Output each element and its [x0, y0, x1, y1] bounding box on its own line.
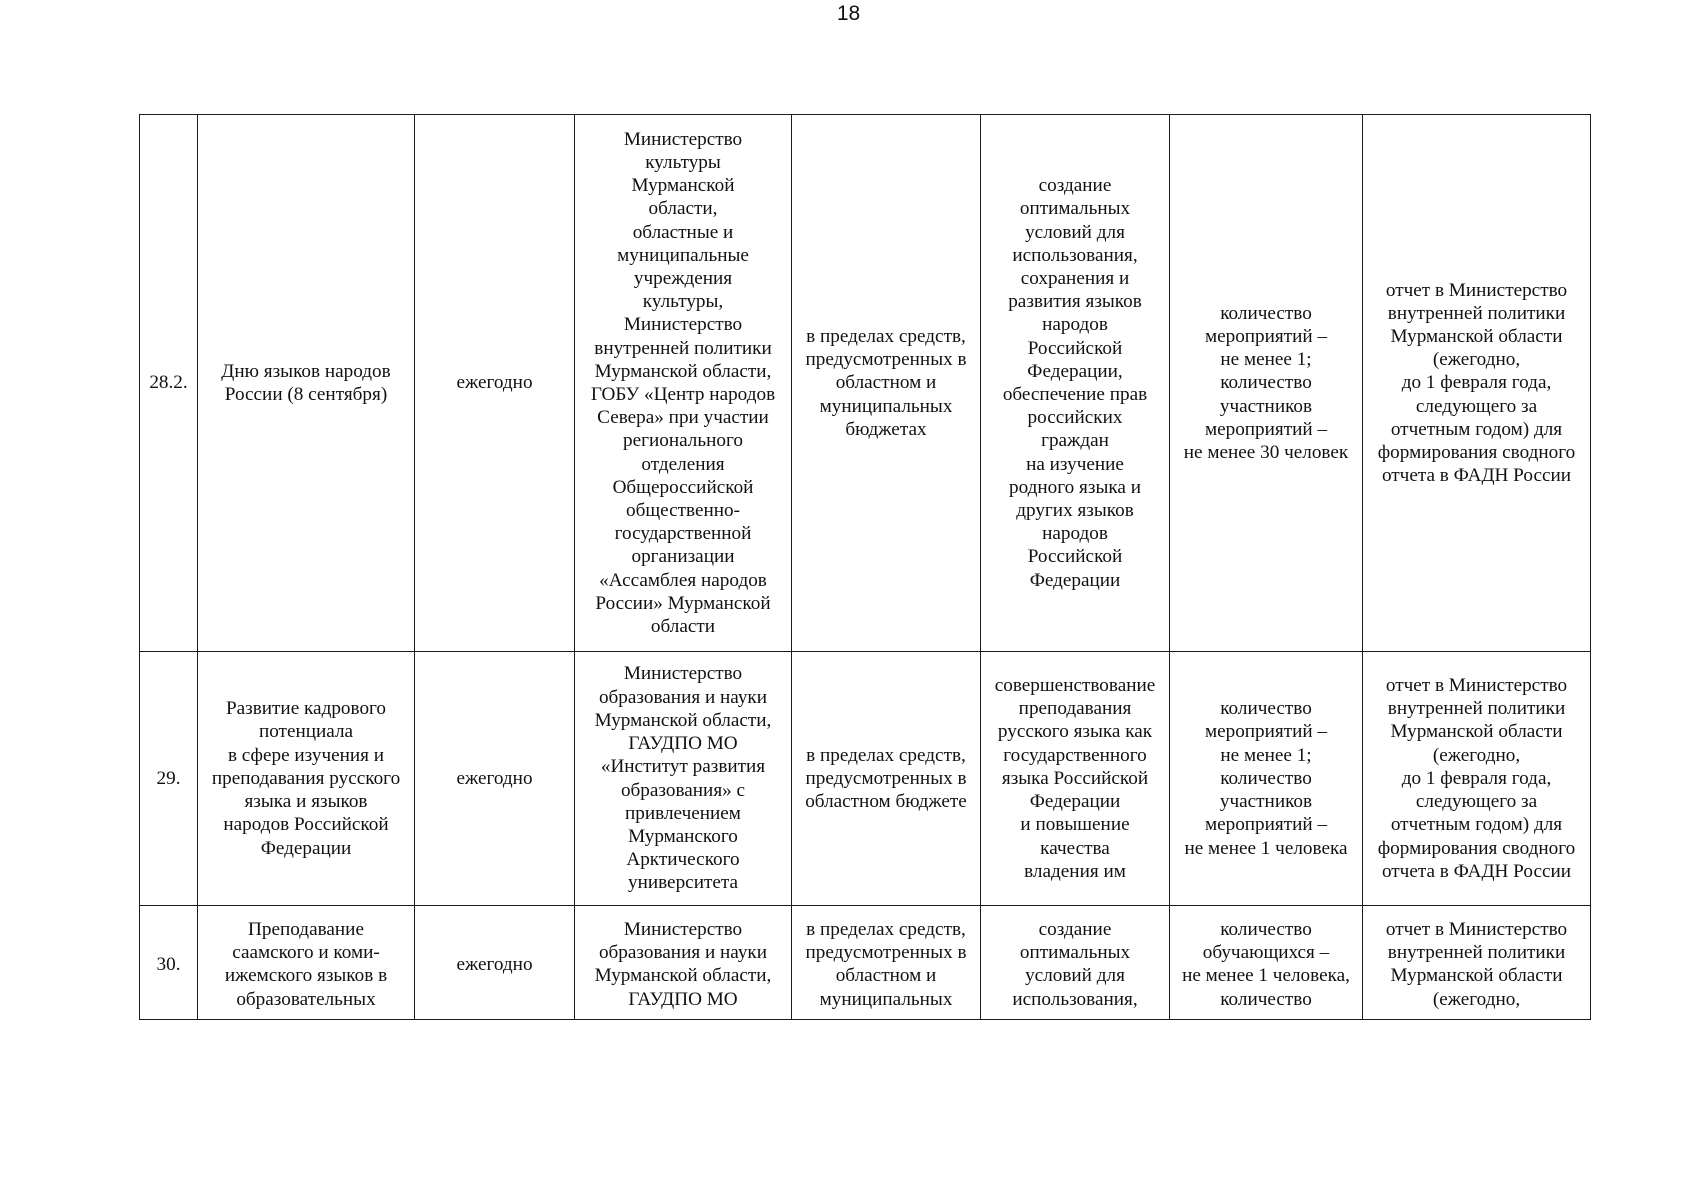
executors-cell: Министерство образования и науки Мурманской области, ГАУДПО МО [575, 906, 792, 1020]
row-number-cell: 29. [140, 652, 198, 906]
page-number: 18 [836, 2, 861, 25]
reporting-cell: отчет в Министерство внутренней политики Мурманской области (ежегодно, [1363, 906, 1591, 1020]
table-row [140, 906, 1591, 1020]
indicators-cell: количество мероприятий – не менее 1; количество участников мероприятий – не менее 30 человек [1170, 115, 1363, 652]
event-cell: Дню языков народов России (8 сентября) [198, 115, 415, 652]
row-number-cell: 30. [140, 906, 198, 1020]
reporting-cell: отчет в Министерство внутренней политики Мурманской области (ежегодно, до 1 февраля года, следующего за отчетным годом) для формирования сводного отчета в ФАДН России [1363, 115, 1591, 652]
result-cell: создание оптимальных условий для использования, сохранения и развития языков народов Российской Федерации, обеспечение прав российских граждан на изучение родного языка и других языков народов Российской Федерации [981, 115, 1170, 652]
table-row [140, 652, 1591, 906]
period-cell: ежегодно [415, 652, 575, 906]
executors-cell: Министерство культуры Мурманской области, областные и муниципальные учреждения культуры, Министерство внутренней политики Мурманской области, ГОБУ «Центр народов Севера» при участии регионального отделения Общероссийской общественно- государственной организации «Ассамблея народов России» Мурманской области [575, 115, 792, 652]
funding-cell: в пределах средств, предусмотренных в областном бюджете [792, 652, 981, 906]
funding-cell: в пределах средств, предусмотренных в областном и муниципальных бюджетах [792, 115, 981, 652]
indicators-cell: количество обучающихся – не менее 1 человека, количество [1170, 906, 1363, 1020]
row-number-cell: 28.2. [140, 115, 198, 652]
event-cell: Преподавание саамского и коми- ижемского языков в образовательных [198, 906, 415, 1020]
period-cell: ежегодно [415, 906, 575, 1020]
event-cell: Развитие кадрового потенциала в сфере изучения и преподавания русского языка и языков народов Российской Федерации [198, 652, 415, 906]
period-cell: ежегодно [415, 115, 575, 652]
funding-cell: в пределах средств, предусмотренных в областном и муниципальных [792, 906, 981, 1020]
result-cell: совершенствование преподавания русского языка как государственного языка Российской Федерации и повышение качества владения им [981, 652, 1170, 906]
reporting-cell: отчет в Министерство внутренней политики Мурманской области (ежегодно, до 1 февраля года, следующего за отчетным годом) для формирования сводного отчета в ФАДН России [1363, 652, 1591, 906]
result-cell: создание оптимальных условий для использования, [981, 906, 1170, 1020]
executors-cell: Министерство образования и науки Мурманской области, ГАУДПО МО «Институт развития образования» с привлечением Мурманского Арктического университета [575, 652, 792, 906]
table-row [140, 115, 1591, 652]
indicators-cell: количество мероприятий – не менее 1; количество участников мероприятий – не менее 1 человека [1170, 652, 1363, 906]
measures-table [139, 114, 1591, 1020]
